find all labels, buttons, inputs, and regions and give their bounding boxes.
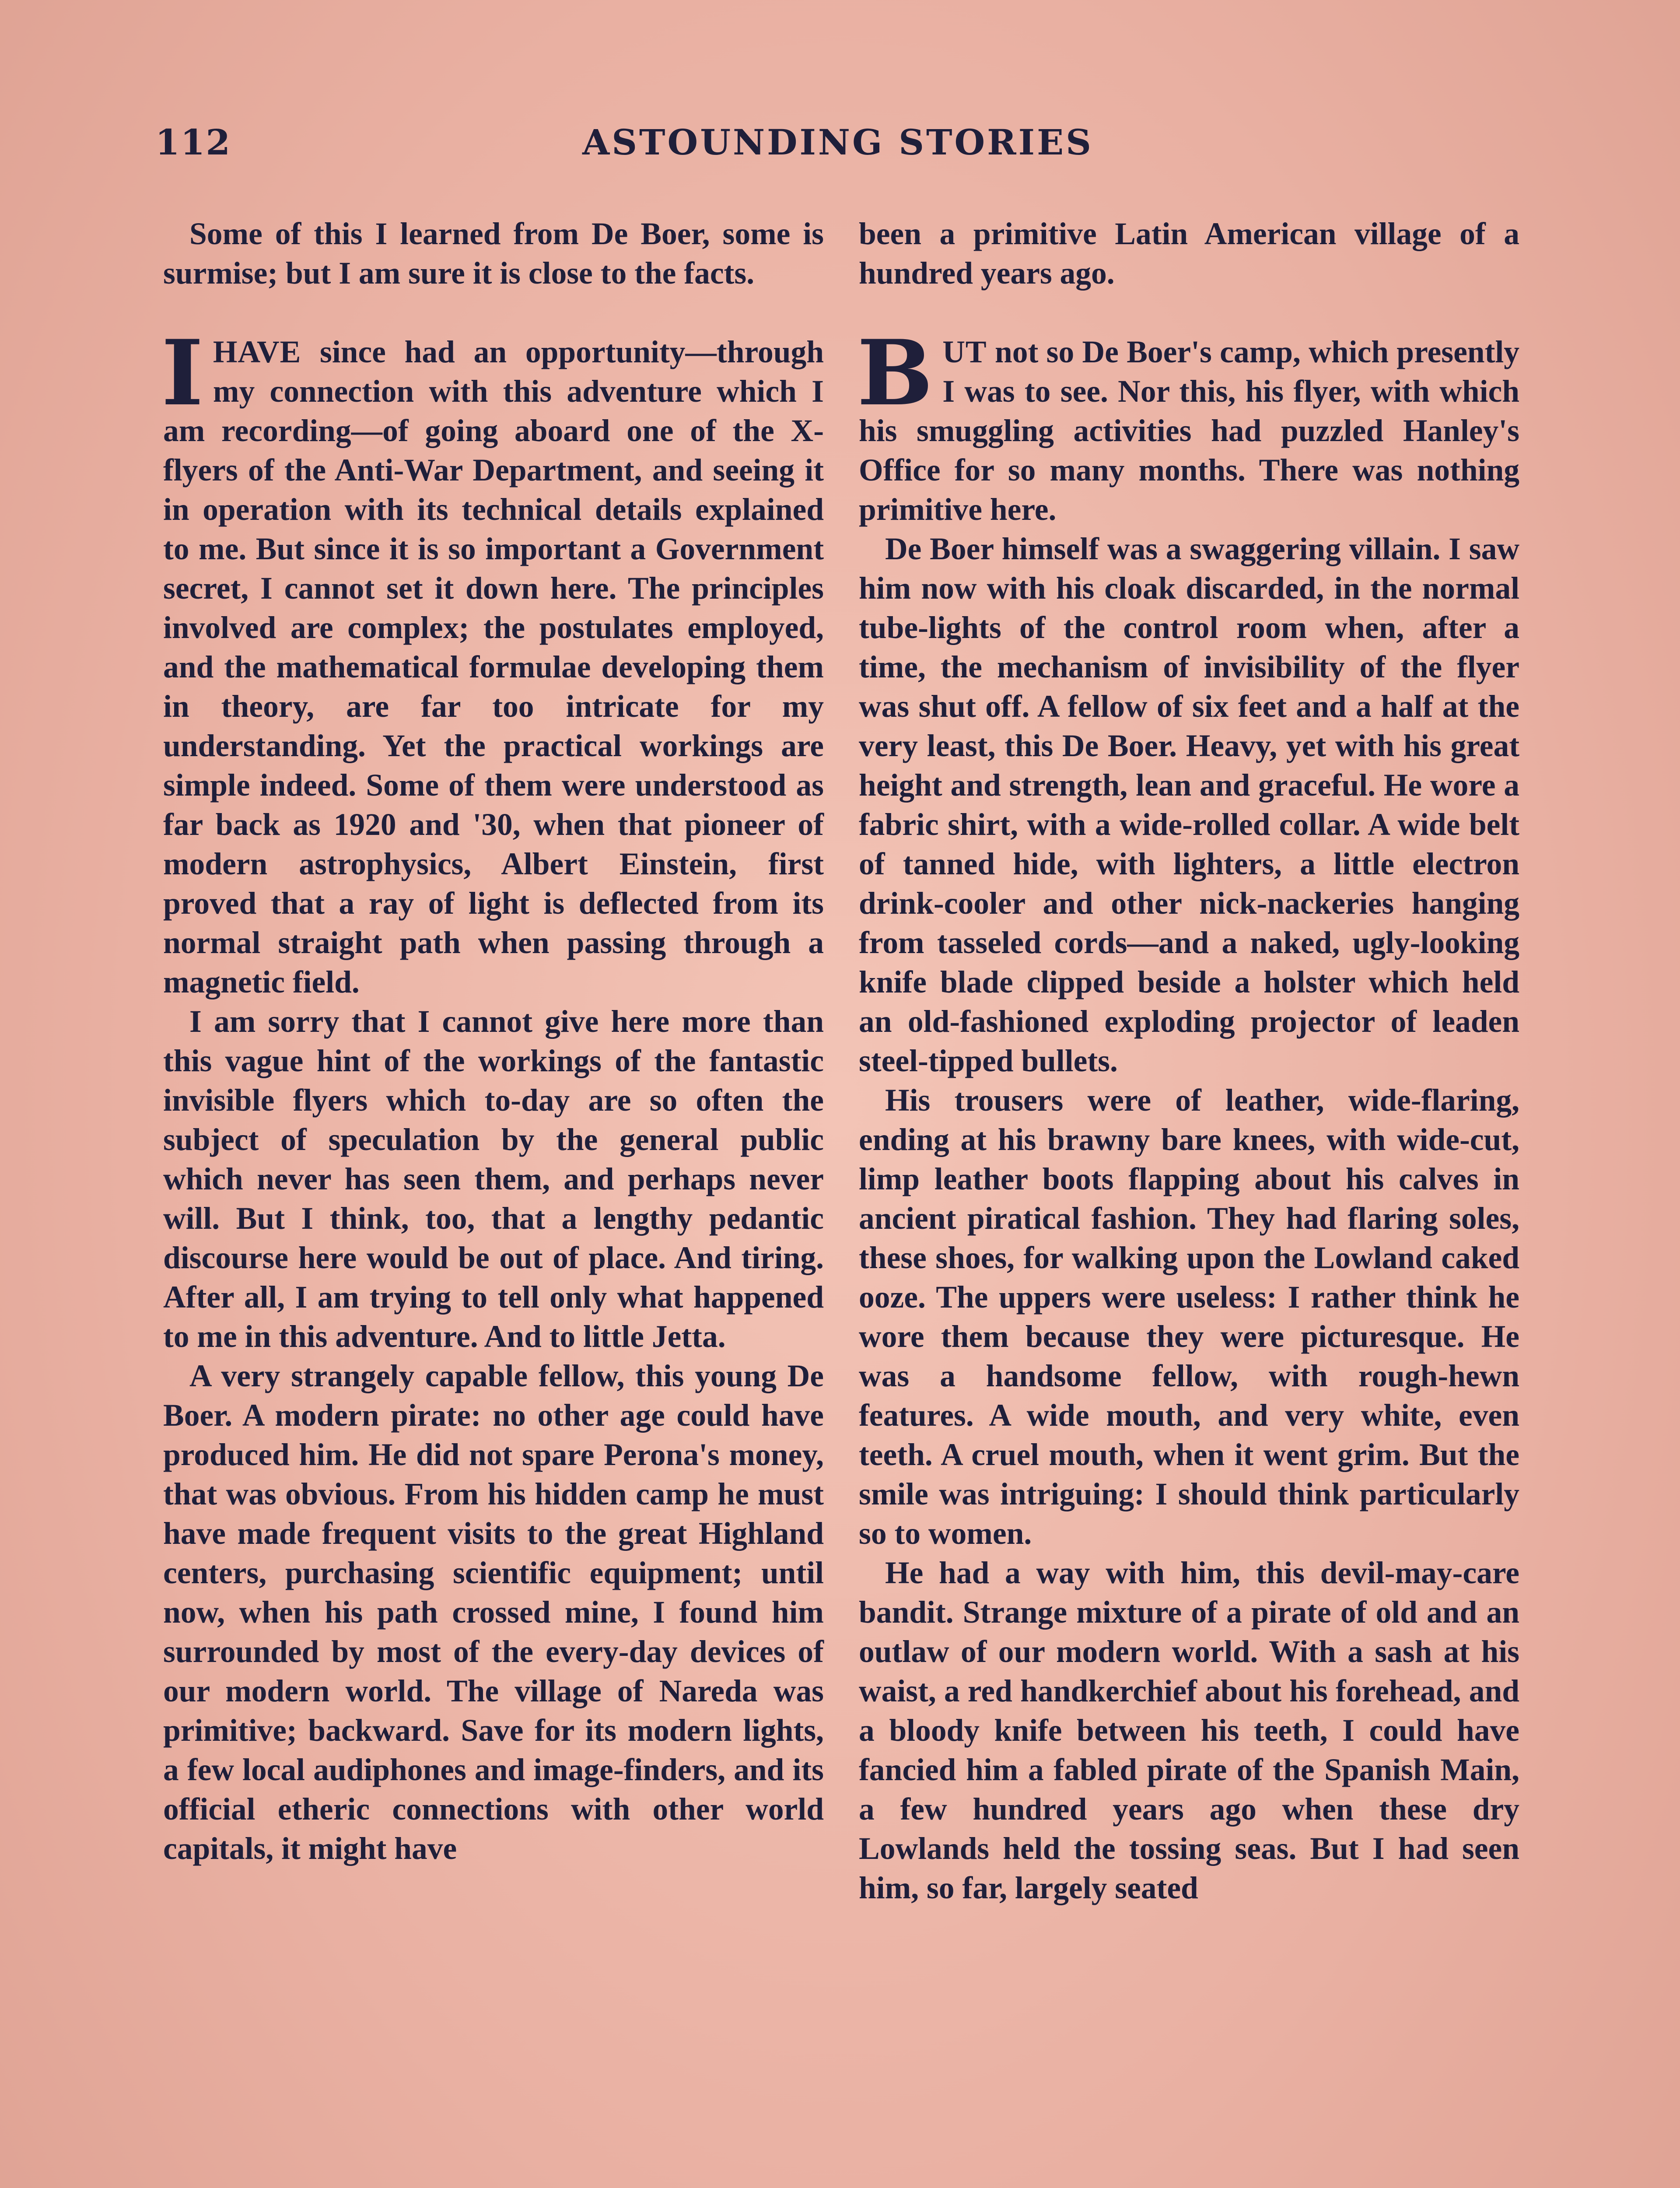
paragraph: His trousers were of leather, wide-flaring, ending at his brawny bare knees, with wide-cut, limp leather boots flapping about his calves in ancient piratical fashion. They had flaring soles, these shoes, for walking upon the Lowland caked ooze. The uppers were useless: I rather think he wore them because they were picturesque. He was a handsome fellow, with rough-hewn features. A wide mouth, and very white, even teeth. A cruel mouth, when it went grim. But the smile was intriguing: I should think particularly so to women.	[859, 1083, 1519, 1551]
drop-cap: I	[161, 321, 203, 426]
page-number: 112	[155, 122, 231, 163]
running-head: ASTOUNDING STORIES	[582, 122, 1093, 163]
section-break	[163, 293, 824, 333]
paragraph: I am sorry that I cannot give here more than this vague hint of the workings of the fantastic invisible flyers which to-day are so often the subject of speculation by the general public which never has seen them, and perhaps never will. But I think, too, that a lengthy pedantic discourse here would be out of place. And tiring. After all, I am trying to tell only what happened to me in this adventure. And to little Jetta.	[163, 1004, 824, 1354]
paragraph: Some of this I learned from De Boer, some is surmise; but I am sure it is close to the facts.	[163, 217, 824, 291]
paragraph-with-dropcap	[161, 321, 824, 1002]
lead-word: HAVE	[213, 335, 301, 369]
paragraph: A very strangely capable fellow, this young De Boer. A modern pirate: no other age could have produced him. He did not spare Perona's money, that was obvious. From his hidden camp he must have made frequent visits to the great Highland centers, purchasing scientific equipment; until now, when his path crossed mine, I found him surrounded by most of the every-day devices of our modern world. The village of Nareda was primitive; backward. Save for its modern lights, a few local audiphones and image-finders, and its official etheric connections with other world capitals, it might have	[163, 1359, 824, 1866]
left-column	[163, 214, 824, 1869]
paragraph-text: since had an opportunity—through my connection with this adventure which I am recording—of going aboard one of the X-flyers of the Anti-War Department, and seeing it in operation with its technical details explained to me. But since it is so important a Government secret, I cannot set it down here. The principles involved are complex; the postulates employed, and the mathematical formulae developing them in theory, are far too intricate for my understanding. Yet the practical workings are simple indeed. Some of them were understood as far back as 1920 and '30, when that pioneer of modern astrophysics, Albert Einstein, first proved that a ray of light is deflected from its normal straight path when passing through a magnetic field.	[163, 335, 824, 999]
paragraph-text: not so De Boer's camp, which presently I was to see. Nor this, his flyer, with which his smuggling activities had puzzled Hanley's Office for so many months. There was nothing primitive here.	[859, 335, 1519, 527]
right-column	[859, 214, 1519, 1908]
paragraph: De Boer himself was a swaggering villain. I saw him now with his cloak discarded, in the normal tube-lights of the control room when, after a time, the mechanism of invisibility of the flyer was shut off. A fellow of six feet and a half at the very least, this De Boer. Heavy, yet with his great height and strength, lean and graceful. He wore a fabric shirt, with a wide-rolled collar. A wide belt of tanned hide, with lighters, a little electron drink-cooler and other nick-nackeries hanging from tasseled cords—and a naked, ugly-looking knife blade clipped beside a holster which held an old-fashioned exploding projector of leaden steel-tipped bullets.	[859, 532, 1519, 1078]
page-header	[155, 122, 1520, 170]
drop-cap: B	[857, 321, 933, 426]
section-break	[859, 293, 1519, 333]
paragraph: He had a way with him, this devil-may-care bandit. Strange mixture of a pirate of old and an outlaw of our modern world. With a sash at his waist, a red handkerchief about his forehead, and a bloody knife between his teeth, I could have fancied him a fabled pirate of the Spanish Main, a few hundred years ago when these dry Lowlands held the tossing seas. But I had seen him, so far, largely seated	[859, 1556, 1519, 1905]
paragraph-with-dropcap	[857, 321, 1519, 529]
paragraph: been a primitive Latin American village of a hundred years ago.	[859, 217, 1519, 291]
lead-word: UT	[942, 335, 987, 369]
